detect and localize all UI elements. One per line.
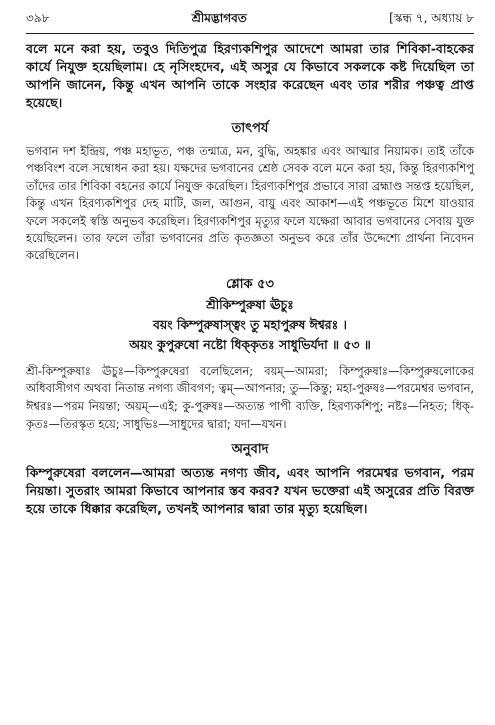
verse-line-1: বয়ং কিম্পুরুষাস্ত্বং তু মহাপুরুষ ঈশ্বরঃ । <box>153 316 347 332</box>
intro-paragraph: বলে মনে করা হয়, তবুও দিতিপুত্র হিরণ্যকশিপুর আদেশে আমরা তার শিবিকা-বাহকের কার্যে নিযুক্ত হয়েছিলাম। হে নৃসিংহদেব, এই অসুর যে কিভাবে সকলকে কষ্ট দিয়েছিল তা আপনি জানেন, কিন্তু এখন আপনি তাকে সংহার করেছেন এবং তার শরীর পঞ্চত্ব প্রাপ্ত হয়েছে। <box>26 41 474 110</box>
purport-heading: তাৎপর্য <box>231 121 269 136</box>
page-header <box>26 10 474 34</box>
translation-heading: অনুবাদ <box>231 442 269 458</box>
page-number: ৩৯৮ <box>26 11 50 25</box>
synonyms-paragraph: শ্রী-কিম্পুরুষাঃ ঊচুঃ—কিম্পুরুষেরা বলেছিলেন; বয়ম্—আমরা; কিম্পুরুষাঃ—কিম্পুরুষলোকের অধিবাসীগণ অথবা নিতান্ত নগণ্য জীবগণ; ত্বম্—আপনার; তু—কিন্তু; মহা-পুরুষঃ—পরমেশ্বর ভগবান, ঈশ্বরঃ—পরম নিয়ন্তা; অয়ম্—এই; কু-পুরুষঃ—অত্যন্ত পাপী ব্যক্তি, হিরণ্যকশিপু; নষ্টঃ—নিহত; ধিক্-কৃতঃ—তিরস্কৃত হয়ে; সাধুভিঃ—সাধুদের দ্বারা; যদা—যখন। <box>26 363 474 431</box>
book-title: শ্রীমদ্ভাগবত <box>191 11 247 25</box>
purport-paragraph: ভগবান দশ ইন্দ্রিয়, পঞ্চ মহাভূত, পঞ্চ তন্মাত্র, মন, বুদ্ধি, অহঙ্কার এবং আত্মার নিয়ামক। তাই তাঁকে পঞ্চবিংশ বলে সম্বোধন করা হয়। যক্ষদের ভগবানের শ্রেষ্ঠ সেবক বলে মনে করা হয়, কিন্তু হিরণ্যকশিপু তাঁদের তার শিবিকা বহনের কার্যে নিযুক্ত করেছিল। হিরণ্যকশিপুর প্রভাবে সারা ব্রহ্মাণ্ড সন্তপ্ত হয়েছিল, কিন্তু এখন হিরণ্যকশিপুর দেহ মাটি, জল, আগুন, বায়ু এবং আকাশ—এই পঞ্চভূতে মিশে যাওয়ার ফলে সকলেই স্বস্তি অনুভব করেছিল। হিরণ্যকশিপুর মৃত্যুর ফলে যক্ষেরা আবার ভগবানের সেবায় যুক্ত হয়েছিলেন। তার ফলে তাঁরা ভগবানের প্রতি কৃতজ্ঞতা অনুভব করে তাঁর উদ্দেশ্যে প্রার্থনা নিবেদন করেছিলেন। <box>26 144 474 263</box>
verse-number: শ্লোক ৫৩ <box>225 276 275 292</box>
verse-speaker: শ্রীকিম্পুরুষা ঊচুঃ <box>206 296 294 312</box>
chapter-reference: [স্কন্ধ ৭, অধ্যায় ৮ <box>389 11 474 25</box>
translation-paragraph: কিম্পুরুষেরা বললেন—আমরা অত্যন্ত নগণ্য জীব, এবং আপনি পরমেশ্বর ভগবান, পরম নিয়ন্তা। সুতরাং আমরা কিভাবে আপনার স্তব করব? যখন ভক্তেরা এই অসুরের প্রতি বিরক্ত হয়ে তাকে ধিক্কার করেছিল, তখনই আপনার দ্বারা তার মৃত্যু হয়েছিল। <box>26 465 474 517</box>
verse-block <box>26 275 474 355</box>
book-page <box>26 10 474 518</box>
verse-line-2: অয়ং কুপুরুষো নষ্টো ধিক্‌কৃতঃ সাধুভির্যদা ॥ ৫৩ ॥ <box>129 336 371 352</box>
